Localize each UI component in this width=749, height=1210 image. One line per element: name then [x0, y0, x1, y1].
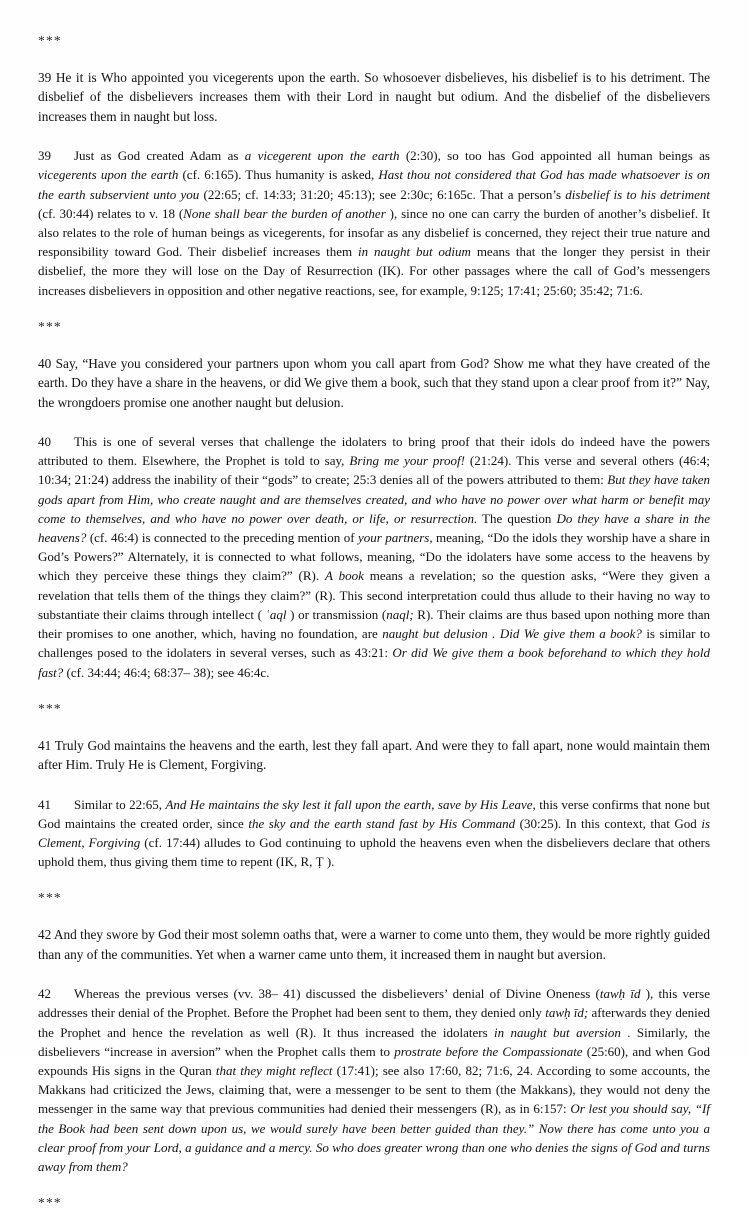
- section-separator: ***: [38, 33, 62, 48]
- verse-translation-39: 39 He it is Who appointed you vicegerents upon the earth. So whosoever disbelieves, his disbelief is to his detriment. The disbelief of the disbelievers increases them with their Lord in naught but odium. And the disbelief of the disbelievers increases them in naught but loss.: [38, 70, 710, 124]
- section-separator: ***: [38, 700, 62, 716]
- commentary-paragraph-39: 39 Just as God created Adam as a vicegerent upon the earth (2:30), so too has God appointed all human beings as vicegerents upon the earth (cf. 6:165). Thus humanity is asked, Hast thou not considered that God has made whatsoever is on the earth subservient unto you (22:65; cf. 14:33; 31:20; 45:13); see 2:30c; 6:165c. That a person’s disbelief is to his detriment (cf. 30:44) relates to v. 18 (None shall bear the burden of another ), since no one can carry the burden of another’s disbelief. It also relates to the role of human beings as vicegerents, for insofar as any disbelief is concerned, they reject their true nature and responsibility toward God. Their disbelief increases them in naught but odium means that the longer they persist in their disbelief, the more they will lose on the Day of Resurrection (IK). For other passages where the call of God’s messengers increases disbelievers in opposition and other negative reactions, see, for example, 9:125; 17:41; 25:60; 35:42; 71:6.: [38, 148, 710, 298]
- section-separator: ***: [38, 1195, 62, 1210]
- commentary-paragraph-40: 40 This is one of several verses that challenge the idolaters to bring proof that their idols do indeed have the powers attributed to them. Elsewhere, the Prophet is told to say, Bring me your proof! (21:24). This verse and several others (46:4; 10:34; 21:24) address the inability of their “gods” to create; 25:3 denies all of the powers attributed to them: But they have taken gods apart from Him, who create naught and are themselves created, and who have no power over what harm or benefit may come to themselves, and who have no power over death, or life, or resurrection. The question Do they have a share in the heavens? (cf. 46:4) is connected to the preceding mention of your partners, meaning, “Do the idols they worship have a share in God’s Powers?” Alternately, it is connected to what follows, meaning, “Do the idolaters have some access to the heavens by which they perceive these things they claim?” (R). A book means a revelation; so the question asks, “Were they given a revelation that tells them of the things they claim?” (R). This second interpretation could thus allude to their having no way to substantiate their claims through intellect ( ʿaql ) or transmission (naql; R). Their claims are thus based upon nothing more than their promises to one another, which, having no foundation, are naught but delusion . Did We give them a book? is similar to challenges posed to the idolaters in several verses, such as 43:21: Or did We give them a book beforehand to which they hold fast? (cf. 34:44; 46:4; 68:37– 38); see 46:4c.: [38, 434, 711, 680]
- page-content: [38, 34, 710, 1210]
- commentary-paragraph-41: 41 Similar to 22:65, And He maintains the sky lest it fall upon the earth, save by His Leave, this verse confirms that none but God maintains the created order, since the sky and the earth stand fast by His Command (30:25). In this context, that God is Clement, Forgiving (cf. 17:44) alludes to God continuing to uphold the heavens even when the disbelievers declare that others uphold them, thus giving them time to repent (IK, R, Ṭ ).: [38, 796, 711, 870]
- section-separator: ***: [38, 890, 62, 906]
- verse-translation-42: 42 And they swore by God their most solemn oaths that, were a warner to come unto them, they would be more rightly guided than any of the communities. Yet when a warner came unto them, it increased them in naught but aversion.: [38, 927, 710, 962]
- verse-translation-41: 41 Truly God maintains the heavens and the earth, lest they fall apart. And were they to fall apart, none would maintain them after Him. Truly He is Clement, Forgiving.: [38, 737, 710, 773]
- section-separator: ***: [38, 318, 62, 334]
- verse-translation-40: 40 Say, “Have you considered your partners upon whom you call apart from God? Show me what they have created of the earth. Do they have a share in the heavens, or did We give them a book, such that they stand upon a clear proof from it?” Nay, the wrongdoers promise one another naught but delusion.: [38, 355, 710, 410]
- commentary-paragraph-42: 42 Whereas the previous verses (vv. 38– 41) discussed the disbelievers’ denial of Divine Oneness (tawḥ īd ), this verse addresses their denial of the Prophet. Before the Prophet had been sent to them, they denied only tawḥ īd; afterwards they denied the Prophet and hence the revelation as well (R). It thus increased the idolaters in naught but aversion . Similarly, the disbelievers “increase in aversion” when the Prophet calls them to prostrate before the Compassionate (25:60), and when God expounds His signs in the Quran that they might reflect (17:41); see also 17:60, 82; 71:6, 24. According to some accounts, the Makkans had criticized the Jews, claiming that, were a messenger to be sent to them (the Makkans), they would not deny the messenger in the same way that previous communities had denied their messengers (R), as in 6:157: Or lest you should say, “If the Book had been sent down upon us, we would surely have been better guided than they.” Now there has come unto you a clear proof from your Lord, a guidance and a mercy. So who does greater wrong than one who denies the signs of God and turns away from them?: [38, 986, 710, 1174]
